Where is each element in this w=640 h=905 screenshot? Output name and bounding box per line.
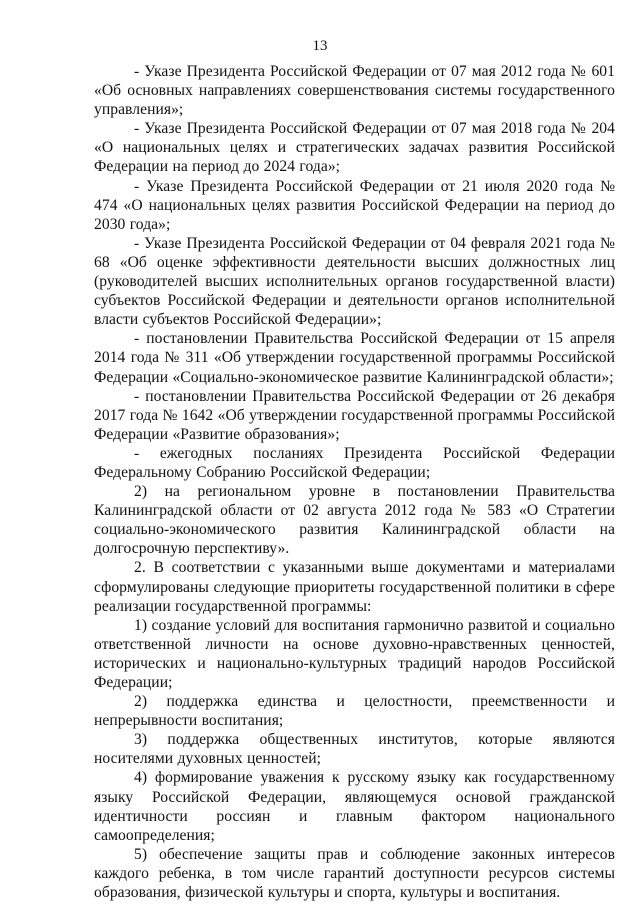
paragraph-resolution-311: - постановлении Правительства Российской Федерации от 15 апреля 2014 года № 311 «Об утверждении государственной программы Российской Федерации «Социально-экономическое развитие Калининградской области»; bbox=[94, 330, 615, 386]
paragraph-section-2: 2. В соответствии с указанными выше документами и материалами сформулированы следующие приоритеты государственной политики в сфере реализации государственной программы: bbox=[94, 559, 615, 615]
paragraph-priority-4: 4) формирование уважения к русскому языку как государственному языку Российской Федерации, являющемуся основой гражданской идентичности россиян и главным фактором национального самоопределения; bbox=[94, 769, 615, 844]
document-body bbox=[94, 62, 615, 902]
paragraph-decree-601: - Указе Президента Российской Федерации от 07 мая 2012 года № 601 «Об основных направлениях совершенствования системы государственного управления»; bbox=[94, 63, 615, 119]
paragraph-annual-messages: - ежегодных посланиях Президента Российской Федерации Федеральному Собранию Российской Федерации; bbox=[94, 444, 615, 481]
paragraph-decree-204: - Указе Президента Российской Федерации от 07 мая 2018 года № 204 «О национальных целях и стратегических задачах развития Российской Федерации на период до 2024 года»; bbox=[94, 120, 615, 176]
paragraph-priority-3: 3) поддержка общественных институтов, которые являются носителями духовных ценностей; bbox=[94, 731, 615, 768]
paragraph-resolution-1642: - постановлении Правительства Российской Федерации от 26 декабря 2017 года № 1642 «Об утверждении государственной программы Российской Федерации «Развитие образования»; bbox=[94, 387, 615, 443]
paragraph-priority-1: 1) создание условий для воспитания гармонично развитой и социально ответственной личности на основе духовно-нравственных ценностей, исторических и национально-культурных традиций народов Российской Федерации; bbox=[94, 616, 615, 691]
paragraph-priority-5: 5) обеспечение защиты прав и соблюдение законных интересов каждого ребенка, в том числе гарантий доступности ресурсов системы образования, физической культуры и спорта, культуры и воспитания. bbox=[94, 845, 615, 902]
paragraph-priority-2: 2) поддержка единства и целостности, преемственности и непрерывности воспитания; bbox=[94, 693, 615, 730]
paragraph-decree-68: - Указе Президента Российской Федерации от 04 февраля 2021 года № 68 «Об оценке эффективности деятельности высших должностных лиц (руководителей высших исполнительных органов государственной власти) субъектов Российской Федерации и деятельности органов исполнительной власти субъектов Российской Федерации»; bbox=[94, 234, 615, 329]
paragraph-regional-level: 2) на региональном уровне в постановлении Правительства Калининградской области от 02 августа 2012 года № 583 «О Стратегии социально-экономического развития Калининградской области на долгосрочную перспективу». bbox=[94, 483, 615, 558]
paragraph-decree-474: - Указе Президента Российской Федерации от 21 июля 2020 года № 474 «О национальных целях развития Российской Федерации на период до 2030 года»; bbox=[94, 177, 615, 233]
page-number: 13 bbox=[312, 38, 328, 54]
